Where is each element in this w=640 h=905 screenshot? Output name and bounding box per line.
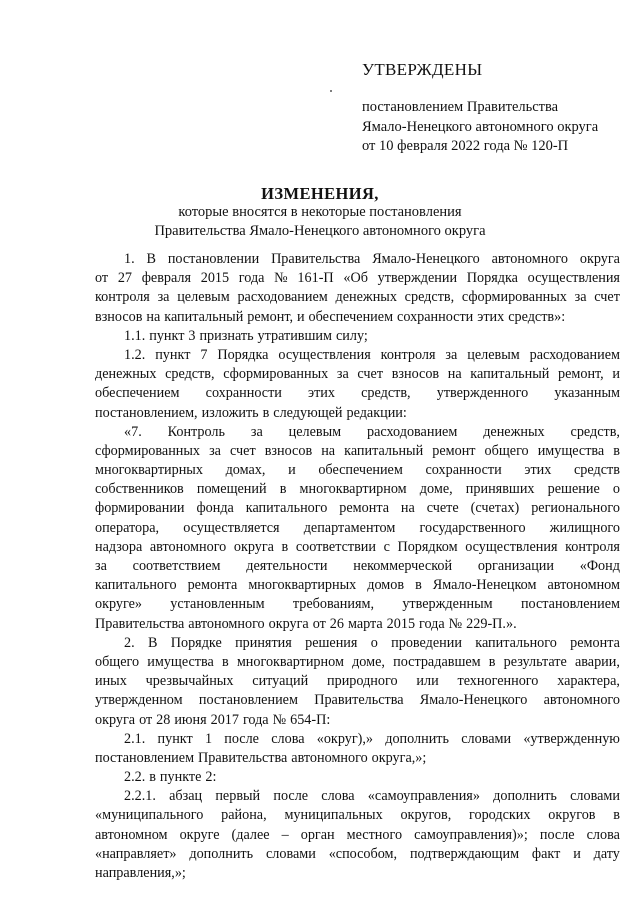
- body-word: «7.: [124, 423, 142, 440]
- body-word: капитального: [475, 634, 557, 651]
- body-word: утвержденном: [95, 692, 183, 709]
- body-word: в: [262, 404, 270, 421]
- body-word: автономного: [149, 538, 227, 555]
- body-word: контроля: [565, 538, 620, 555]
- approval-reference: [362, 98, 622, 157]
- body-word: Правительства: [271, 251, 361, 267]
- body-word: №: [448, 615, 463, 632]
- body-word: дополнить: [385, 730, 449, 747]
- body-word: осуществляется: [183, 519, 280, 536]
- body-word: В: [147, 634, 158, 651]
- body-word: денежных: [335, 289, 397, 306]
- body-word: №: [274, 270, 288, 287]
- body-word: дополнить: [189, 845, 254, 862]
- body-word: (счетах): [470, 500, 520, 517]
- body-word: техногенного: [457, 673, 539, 690]
- body-word: 3: [188, 327, 196, 344]
- body-word: словами: [265, 845, 316, 862]
- body-word: в: [415, 577, 422, 594]
- body-word: на: [447, 366, 462, 383]
- body-word: целевым: [467, 346, 520, 363]
- body-line: [95, 806, 620, 825]
- body-word: ремонт: [432, 442, 476, 459]
- body-word: капитальный: [344, 442, 424, 459]
- body-word: счет: [230, 442, 256, 459]
- body-word: ремонт,: [247, 308, 294, 325]
- body-word: В: [146, 251, 156, 267]
- body-word: на: [321, 442, 336, 459]
- body-word: многоквартирных: [95, 462, 203, 479]
- body-word: 2:: [205, 769, 217, 786]
- body-word: «направляет»: [95, 845, 177, 862]
- body-word: многоквартирных: [248, 577, 357, 594]
- body-line: [95, 519, 620, 538]
- body-word: факт: [531, 845, 561, 862]
- body-word: доме,: [419, 481, 453, 498]
- body-line: [95, 346, 620, 365]
- body-word: 229-П.».: [466, 615, 517, 632]
- body-line: [95, 480, 620, 499]
- body-line: [95, 308, 620, 327]
- approval-line: постановлением Правительства: [362, 99, 559, 115]
- body-word: в: [279, 481, 287, 498]
- body-word: постановлением,: [95, 404, 198, 421]
- body-line: [95, 557, 620, 576]
- body-line: [95, 826, 620, 845]
- body-word: в: [613, 442, 620, 459]
- body-word: за: [209, 442, 221, 459]
- body-word: ситуаций: [252, 673, 309, 690]
- body-word: домах,: [225, 462, 266, 479]
- body-word: ремонта: [339, 500, 389, 517]
- body-word: сохранности: [205, 385, 282, 402]
- body-line: [95, 423, 620, 442]
- body-word: дату: [593, 845, 620, 862]
- body-word: в: [281, 538, 289, 555]
- body-word: доме,: [352, 653, 385, 670]
- body-line: [95, 730, 620, 749]
- body-word: силу;: [335, 327, 368, 344]
- body-word: «Фонд: [579, 558, 620, 574]
- body-word: следующей: [273, 404, 343, 421]
- body-word: средств,: [165, 366, 215, 383]
- body-word: 2.2.1.: [124, 788, 156, 805]
- body-word: 2015: [386, 615, 416, 632]
- body-word: с: [383, 538, 390, 555]
- body-word: расходованием: [529, 346, 620, 363]
- body-word: чрезвычайных: [145, 673, 234, 690]
- body-word: года: [238, 270, 265, 287]
- body-word: округа: [233, 538, 274, 555]
- body-word: в: [613, 807, 620, 824]
- body-word: от: [139, 711, 153, 728]
- body-word: многоквартирном: [236, 653, 344, 670]
- body-word: Ямало-Ненецкого: [372, 251, 480, 267]
- body-word: ремонта: [187, 577, 238, 594]
- body-word: о: [370, 634, 378, 651]
- body-word: домов: [367, 577, 405, 594]
- body-word: обеспечением: [318, 462, 403, 479]
- body-word: пункт: [157, 730, 193, 747]
- body-word: формировании: [95, 500, 185, 517]
- body-word: требованиям,: [292, 596, 375, 613]
- body-word: года: [419, 615, 445, 632]
- body-line: [95, 845, 620, 864]
- body-word: словами: [570, 788, 620, 805]
- body-word: департаментом: [303, 519, 396, 536]
- body-word: утверждении: [377, 270, 458, 287]
- body-word: контроля: [380, 346, 436, 363]
- body-word: Порядка: [217, 346, 269, 363]
- body-line: [95, 787, 620, 806]
- body-word: 27: [117, 270, 132, 287]
- body-word: изложить: [201, 404, 259, 421]
- body-line: [95, 711, 620, 730]
- body-word: средств»:: [508, 308, 566, 325]
- body-word: природного: [327, 673, 398, 690]
- body-word: утвержденным: [402, 596, 493, 613]
- body-word: редакции:: [346, 404, 407, 421]
- body-line: [95, 595, 620, 614]
- document-subtitle: [0, 203, 640, 241]
- body-line: [95, 768, 620, 787]
- body-word: 7: [200, 346, 208, 363]
- body-word: обеспечением: [308, 308, 394, 325]
- body-word: постановлении: [167, 251, 260, 267]
- body-word: имущества: [147, 653, 214, 670]
- body-word: на: [146, 308, 161, 325]
- body-word: осуществления: [278, 346, 371, 363]
- body-word: расходованием: [237, 289, 328, 306]
- body-word: местного: [346, 826, 403, 843]
- body-word: этих: [477, 308, 505, 325]
- body-word: в: [149, 769, 156, 786]
- document-title: ИЗМЕНЕНИЯ,: [261, 184, 379, 203]
- scan-speck: [330, 90, 332, 92]
- body-word: подтверждающим: [409, 845, 520, 862]
- body-word: общего: [95, 653, 140, 670]
- body-word: 2.2.: [124, 769, 146, 786]
- body-word: 1.: [124, 251, 135, 267]
- body-word: утратившим: [257, 327, 332, 344]
- body-line: [95, 691, 620, 710]
- body-word: регионального: [531, 500, 620, 517]
- subtitle-line: которые вносятся в некоторые постановления: [178, 204, 462, 220]
- body-word: собственников: [95, 481, 184, 498]
- body-word: сохранности: [397, 308, 474, 325]
- approval-line: Ямало-Ненецкого автономного округа: [362, 118, 599, 135]
- body-word: этих: [524, 462, 552, 479]
- body-word: пункт: [149, 327, 185, 344]
- body-word: пострадавшем: [393, 653, 481, 670]
- body-word: взносов: [95, 308, 143, 325]
- body-word: 654-П:: [290, 711, 331, 728]
- body-line: [95, 864, 620, 883]
- body-word: «Об: [343, 270, 368, 287]
- body-word: пункт: [155, 346, 191, 363]
- body-line: [95, 615, 620, 634]
- body-word: района,: [221, 807, 267, 824]
- body-word: за: [95, 558, 107, 574]
- body-word: оператора,: [95, 519, 160, 536]
- body-word: проведении: [391, 634, 462, 651]
- body-word: автономном: [95, 826, 168, 843]
- body-word: этих: [308, 385, 335, 402]
- body-word: в: [221, 653, 229, 670]
- body-line: [95, 365, 620, 384]
- body-word: от: [95, 270, 109, 287]
- body-word: «способом,: [328, 845, 398, 862]
- body-word: соответствии: [295, 538, 376, 555]
- body-word: принятия: [235, 634, 292, 651]
- body-word: имущества: [537, 442, 605, 459]
- body-word: сформированных: [223, 366, 329, 383]
- body-word: результате: [503, 653, 567, 670]
- body-line: [95, 499, 620, 518]
- body-word: иных: [95, 673, 127, 690]
- body-line: [95, 327, 620, 346]
- body-word: Порядке: [170, 634, 222, 651]
- body-word: Порядка: [466, 270, 518, 287]
- body-word: 2.: [124, 634, 135, 651]
- body-word: жилищного: [549, 519, 620, 536]
- body-word: счете: [426, 500, 459, 517]
- body-line: [95, 288, 620, 307]
- body-word: решение: [547, 481, 600, 498]
- body-line: [95, 634, 620, 653]
- body-word: в: [488, 653, 496, 670]
- body-word: 1.2.: [124, 346, 146, 363]
- body-word: ремонт,: [557, 366, 604, 383]
- body-word: капитального: [95, 577, 177, 594]
- body-word: утвержденного: [436, 385, 529, 402]
- body-word: счет: [594, 289, 620, 306]
- body-word: помещений: [196, 481, 267, 498]
- body-word: средств,: [570, 423, 620, 440]
- body-word: организации: [477, 558, 554, 574]
- body-line: [95, 442, 620, 461]
- body-word: целевым: [288, 423, 342, 440]
- body-line: [95, 672, 620, 691]
- approval-heading: УТВЕРЖДЕНЫ: [362, 60, 483, 79]
- body-word: округа: [579, 251, 620, 267]
- body-word: самоуправления)»;: [414, 826, 528, 843]
- subtitle-line: Правительства Ямало-Ненецкого автономного округа: [154, 223, 486, 239]
- body-word: средств,: [404, 289, 455, 306]
- body-word: осуществления: [465, 538, 558, 555]
- body-word: взносов: [264, 442, 313, 459]
- body-word: указанным: [554, 385, 620, 402]
- body-word: 26: [329, 615, 344, 632]
- body-word: округа: [95, 711, 136, 728]
- body-word: о: [612, 481, 620, 498]
- body-word: и: [573, 845, 581, 862]
- body-word: осуществления: [527, 270, 620, 287]
- body-word: денежных: [95, 366, 157, 383]
- body-word: средств,: [361, 385, 411, 402]
- body-word: округа,»;: [371, 749, 427, 766]
- body-word: абзац: [169, 788, 203, 805]
- body-word: округов,: [400, 807, 452, 824]
- body-word: постановлением: [520, 596, 620, 613]
- body-word: округе»: [95, 596, 143, 613]
- body-word: 28: [156, 711, 171, 728]
- body-word: 2017: [210, 711, 239, 728]
- body-word: надзора: [95, 538, 143, 555]
- body-word: деятельности: [246, 558, 328, 574]
- body-word: сформированных: [95, 442, 201, 459]
- body-word: 2015: [200, 270, 230, 287]
- body-word: обеспечением: [95, 385, 180, 402]
- body-word: государственного: [419, 519, 526, 536]
- body-word: денежных: [483, 423, 545, 440]
- body-word: марта: [347, 615, 383, 632]
- body-word: автономного: [188, 615, 265, 632]
- body-word: характера,: [557, 673, 620, 690]
- body-word: постановлением: [198, 692, 298, 709]
- body-word: контроля: [95, 289, 150, 306]
- body-word: направления,»;: [95, 865, 186, 881]
- body-word: за: [336, 366, 349, 383]
- body-word: общего: [484, 442, 529, 459]
- body-word: округе: [179, 826, 220, 843]
- body-word: фонда: [196, 500, 234, 517]
- body-word: –: [281, 826, 289, 843]
- body-word: первый: [215, 788, 261, 805]
- body-line: [95, 461, 620, 480]
- body-word: после: [224, 730, 259, 747]
- body-word: слова: [321, 788, 355, 805]
- body-word: №: [272, 711, 287, 728]
- body-word: средств: [574, 462, 620, 479]
- body-word: ремонта: [570, 634, 620, 651]
- body-word: Правительства: [198, 749, 288, 766]
- body-line: [95, 269, 620, 288]
- body-word: 1.1.: [124, 327, 146, 344]
- body-word: счет: [357, 366, 384, 383]
- body-word: «утвержденную: [523, 730, 620, 747]
- body-word: округа: [268, 615, 309, 632]
- approval-line: от 10 февраля 2022 года № 120-П: [362, 138, 569, 154]
- body-word: автономном: [547, 577, 620, 594]
- body-word: и: [288, 462, 296, 479]
- body-word: за: [157, 289, 170, 306]
- body-word: после: [539, 826, 575, 843]
- body-word: муниципальных: [284, 807, 383, 824]
- body-line: [95, 538, 620, 557]
- body-line: [95, 404, 620, 423]
- body-word: расходованием: [367, 423, 458, 440]
- body-word: Ямало-Ненецкого: [419, 692, 528, 709]
- body-word: установленным: [170, 596, 265, 613]
- body-word: слова: [271, 730, 305, 747]
- body-word: после: [273, 788, 309, 805]
- body-word: постановлением: [95, 749, 195, 766]
- body-word: за: [250, 423, 263, 440]
- body-word: февраля: [141, 270, 192, 287]
- body-word: и: [296, 308, 305, 325]
- body-word: или: [416, 673, 439, 690]
- body-line: [95, 653, 620, 672]
- body-word: словами: [461, 730, 512, 747]
- body-word: соответствием: [132, 558, 221, 574]
- body-word: Контроль: [167, 423, 225, 440]
- body-word: от: [312, 615, 326, 632]
- body-word: пункте: [159, 769, 202, 786]
- body-word: автономного: [543, 692, 620, 709]
- body-word: многоквартирном: [299, 481, 407, 498]
- body-word: автономного: [291, 749, 368, 766]
- body-line: [95, 576, 620, 595]
- body-word: сформированных: [461, 289, 567, 306]
- body-word: признать: [199, 327, 254, 344]
- body-word: Правительства: [95, 615, 185, 632]
- body-word: взносов: [391, 366, 440, 383]
- body-word: года: [242, 711, 269, 728]
- body-word: капитального: [245, 500, 328, 517]
- body-word: дополнить: [493, 788, 557, 805]
- body-word: капитальный: [164, 308, 244, 325]
- body-word: сохранности: [425, 462, 502, 479]
- body-word: Ямало-Ненецком: [432, 577, 537, 594]
- body-word: за: [445, 346, 458, 363]
- body-word: на: [400, 500, 415, 517]
- body-line: [95, 749, 620, 768]
- body-word: Правительства: [314, 692, 404, 709]
- body-word: округов: [548, 807, 596, 824]
- body-word: Порядком: [397, 538, 458, 555]
- body-word: капитальный: [470, 366, 550, 383]
- body-word: июня: [174, 711, 207, 728]
- body-word: «муниципального: [95, 807, 204, 824]
- body-word: принявших: [465, 481, 535, 498]
- body-line: [95, 250, 620, 269]
- body-word: 1: [204, 730, 213, 747]
- document-body: [95, 250, 620, 883]
- body-word: 161-П: [297, 270, 334, 287]
- body-word: целевым: [177, 289, 230, 306]
- body-word: автономного: [491, 251, 568, 267]
- body-word: за: [574, 289, 587, 306]
- body-word: городских: [469, 807, 531, 824]
- body-word: решения: [305, 634, 358, 651]
- body-word: орган: [300, 826, 335, 843]
- body-word: (далее: [231, 826, 270, 843]
- body-word: «округ),»: [316, 730, 373, 747]
- body-word: некоммерческой: [353, 558, 453, 574]
- body-word: «самоуправления»: [367, 788, 480, 805]
- body-word: 2.1.: [124, 730, 146, 747]
- body-word: и: [612, 366, 620, 383]
- body-word: аварии,: [574, 653, 620, 670]
- body-word: слова: [586, 826, 620, 843]
- body-line: [95, 384, 620, 403]
